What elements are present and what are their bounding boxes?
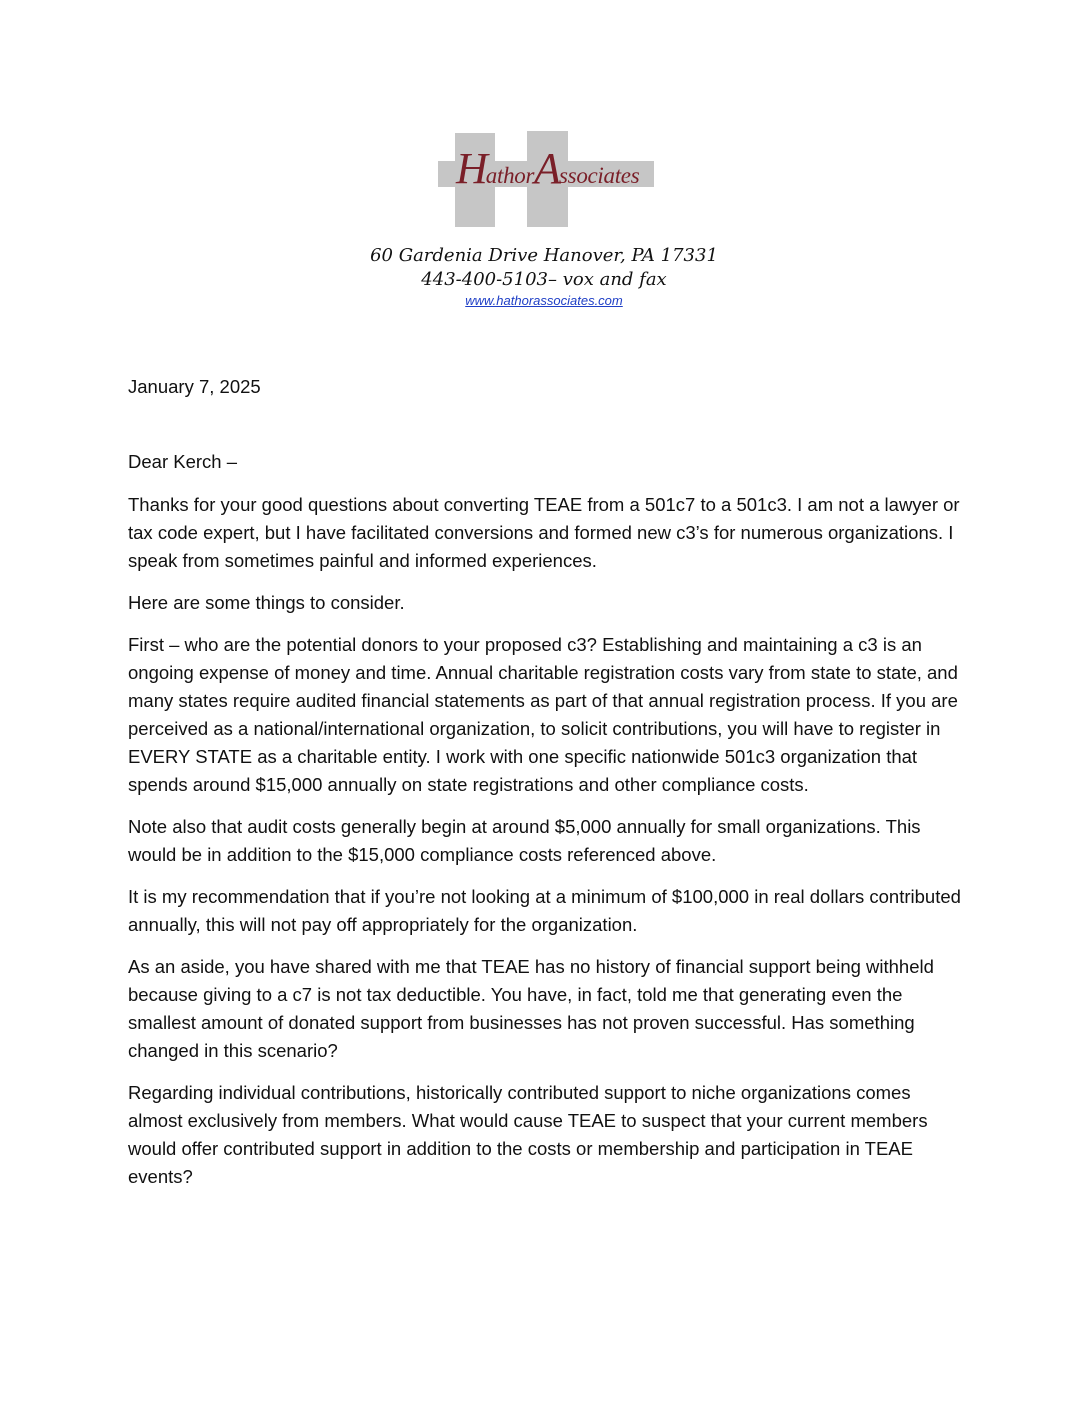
paragraph: As an aside, you have shared with me that TEAE has no history of financial support being withheld because giving to a c7 is not tax deductible. You have, in fact, told me that generating even the smallest amount of donated support from businesses has not proven successful. Has something changed in this scenario? <box>128 956 934 1061</box>
letter-body <box>128 491 968 1205</box>
company-logo <box>438 131 654 227</box>
letter-date: January 7, 2025 <box>128 376 261 397</box>
paragraph: It is my recommendation that if you’re not looking at a minimum of $100,000 in real dollars contributed annually, this will not pay off appropriately for the organization. <box>128 886 961 935</box>
letterhead-phone: 443-400-5103– vox and fax <box>421 269 667 290</box>
paragraph: Regarding individual contributions, historically contributed support to niche organizations comes almost exclusively from members. What would cause TEAE to suspect that your current members would offer contributed support in addition to the costs or membership and participation in TEAE events? <box>128 1082 928 1187</box>
paragraph: Here are some things to consider. <box>128 592 405 613</box>
logo-wordmark: HathorAssociates <box>456 144 640 193</box>
letter-salutation: Dear Kerch – <box>128 451 237 472</box>
letterhead-website <box>0 293 1088 308</box>
paragraph: First – who are the potential donors to your proposed c3? Establishing and maintaining a c3 is an ongoing expense of money and time. Annual charitable registration costs vary from state to state, and many states require audited financial statements as part of that annual registration process. If you are perceived as a national/international organization, to solicit contributions, you will have to register in EVERY STATE as a charitable entity. I work with one specific nationwide 501c3 organization that spends around $15,000 annually on state registrations and other compliance costs. <box>128 634 958 795</box>
paragraph: Thanks for your good questions about converting TEAE from a 501c7 to a 501c3. I am not a lawyer or tax code expert, but I have facilitated conversions and formed new c3’s for numerous organizations. I speak from sometimes painful and informed experiences. <box>128 494 960 571</box>
paragraph: Note also that audit costs generally begin at around $5,000 annually for small organizations. This would be in addition to the $15,000 compliance costs referenced above. <box>128 816 921 865</box>
website-link[interactable]: www.hathorassociates.com <box>465 293 623 308</box>
letterhead-address: 60 Gardenia Drive Hanover, PA 17331 <box>370 245 718 266</box>
